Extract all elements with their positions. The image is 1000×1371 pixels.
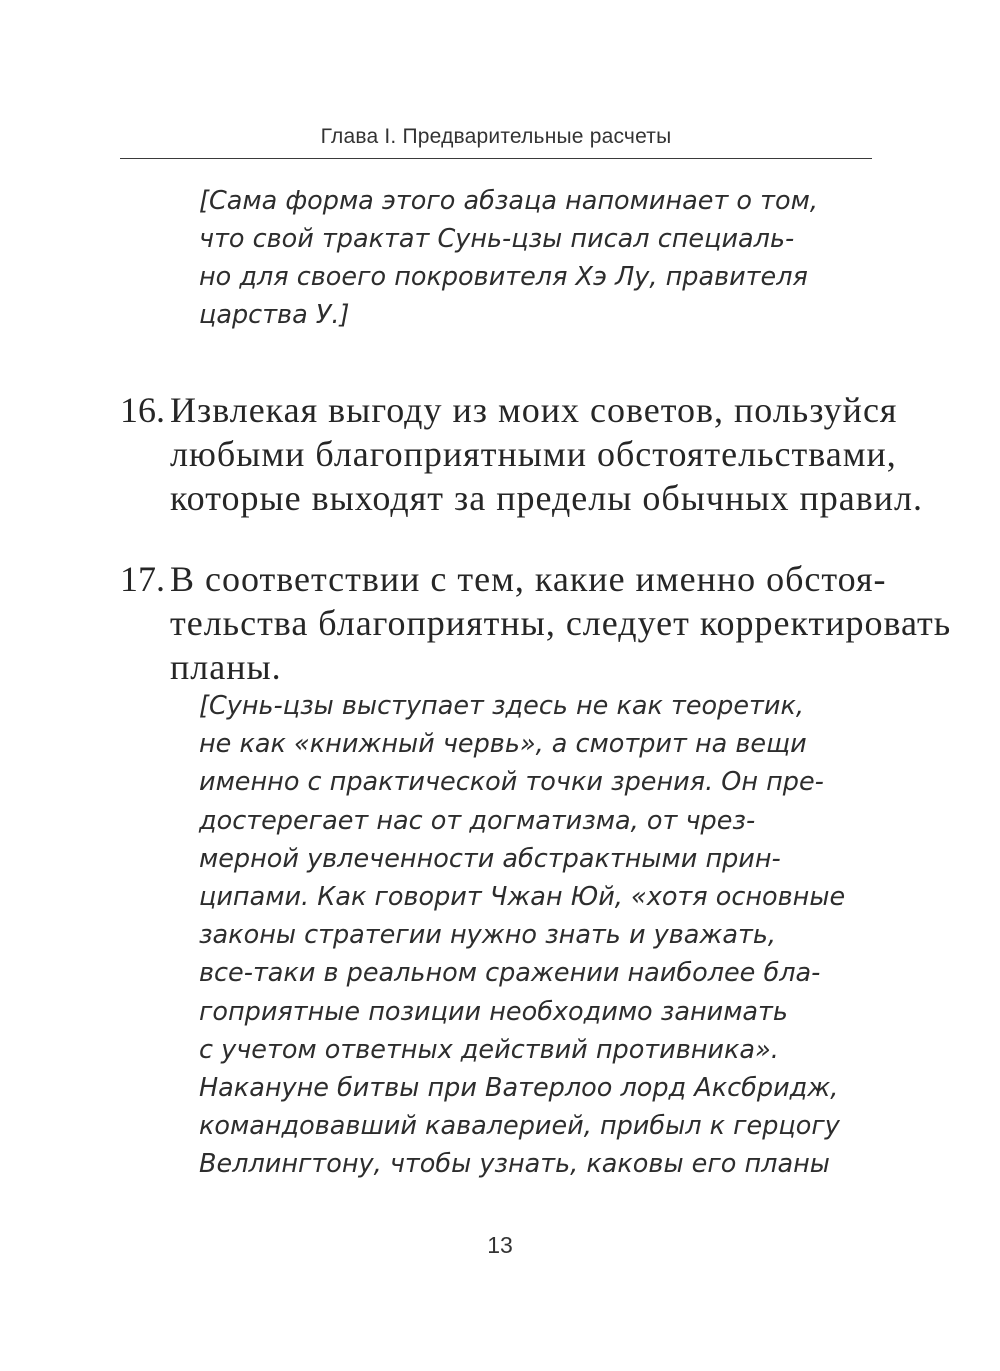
commentary-line: [Сунь-цзы выступает здесь не как теоретик, — [199, 691, 804, 721]
commentary-line: командовавший кавалерией, прибыл к герцогу — [199, 1111, 840, 1142]
commentary-line: ципами. Как говорит Чжан Юй, «хотя основные — [199, 881, 846, 912]
commentary-line: что свой трактат Сунь-цзы писал специаль- — [199, 224, 795, 254]
commentary-line: мерной увлеченности абстрактными прин- — [199, 843, 781, 874]
paragraph-line: любыми благоприятными обстоятельствами, — [170, 434, 897, 474]
commentary-line: с учетом ответных действий противника». — [199, 1034, 779, 1065]
commentary-block-1 — [199, 182, 818, 334]
header-rule — [120, 158, 872, 159]
paragraph-line: В соответствии с тем, какие именно обстоя- — [170, 559, 887, 599]
paragraph-number: 16. — [120, 390, 165, 430]
paragraph-line: которые выходят за пределы обычных правил. — [170, 478, 923, 518]
commentary-line: достерегает нас от догматизма, от чрез- — [199, 805, 756, 836]
running-title: Глава I. Предварительные расчеты — [320, 125, 672, 148]
paragraph-line: планы. — [170, 647, 282, 687]
paragraph-line: Извлекая выгоду из моих советов, пользуйся — [170, 390, 898, 430]
paragraph-number: 17. — [120, 559, 165, 599]
commentary-line: [Сама форма этого абзаца напоминает о том, — [199, 186, 818, 216]
commentary-line: законы стратегии нужно знать и уважать, — [199, 920, 776, 951]
commentary-line: именно с практической точки зрения. Он пре- — [199, 767, 824, 798]
paragraph-body — [170, 557, 951, 689]
commentary-line: гоприятные позиции необходимо занимать — [199, 996, 788, 1027]
commentary-line: не как «книжный червь», а смотрит на вещи — [199, 729, 807, 760]
commentary-line: Накануне битвы при Ватерлоо лорд Аксбридж, — [199, 1072, 839, 1103]
commentary-line: все-таки в реальном сражении наиболее бла- — [199, 958, 821, 989]
paragraph-body — [170, 388, 923, 520]
commentary-line: Веллингтону, чтобы узнать, каковы его планы — [199, 1149, 830, 1180]
paragraph-line: тельства благоприятны, следует корректировать — [170, 603, 952, 643]
commentary-block-2 — [199, 687, 845, 1183]
commentary-line: но для своего покровителя Хэ Лу, правителя — [199, 262, 808, 292]
page-number: 13 — [487, 1232, 513, 1258]
commentary-line: царства У.] — [199, 300, 350, 330]
